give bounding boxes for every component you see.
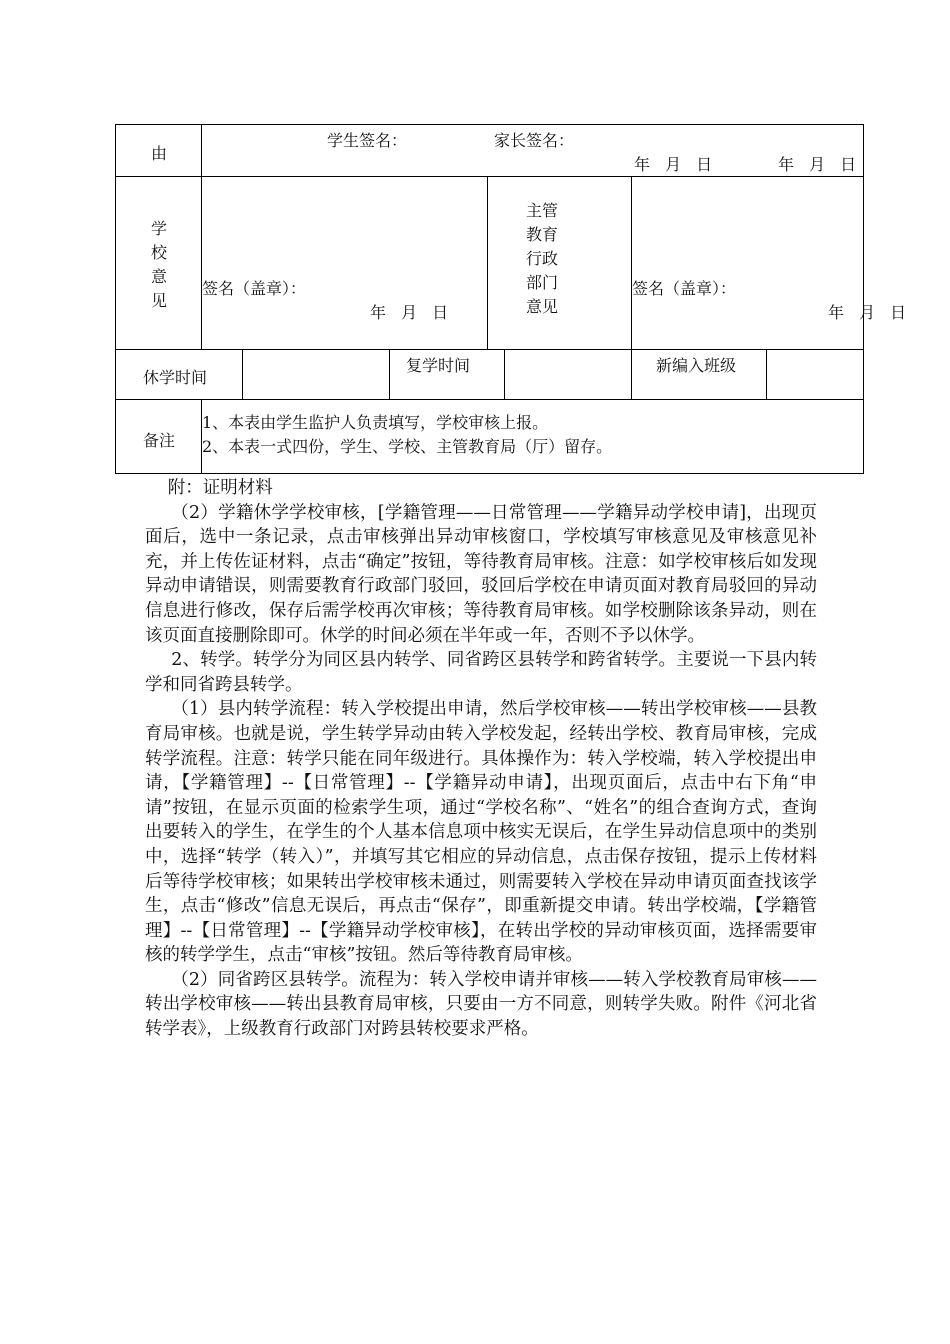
paragraph-3: （1）县内转学流程：转入学校提出申请，然后学校审核——转出学校审核——县教育局审核。也就是说，学生转学异动由转入学校发起，经转出学校、教育局审核，完成转学流程。注意：转学只能在同年级进行。具体操作为：转入学校端，转入学校提出申请，【学籍管理】--【日常管理】--【学籍异动申请】，出现页面后，点击中右下角“申请”按钮，在显示页面的检索学生项，通过“学校名称”、“姓名”的组合查询方式，查询出要转入的学生，在学生的个人基本信息项中核实无误后，在学生异动信息项中的类别中，选择“转学（转入）”，并填写其它相应的异动信息，点击保存按钮，提示上传材料后等待学校审核；如果转出学校审核未通过，则需要转入学校在异动申请页面查找该学生，点击“修改”信息无误后，再点击“保存”，即重新提交申请。转出学校端，【学籍管理】--【日常管理】--【学籍异动学校审核】，在转出学校的异动审核页面，选择需要审核的转学学生，点击“审核”按钮。然后等待教育局审核。: [145, 699, 817, 966]
note-1: 1、本表由学生监护人负责填写，学校审核上报。: [202, 413, 549, 432]
paragraph-2: 2、转学。转学分为同区县内转学、同省跨区县转学和跨省转学。主要说一下县内转学和同省跨县转学。: [145, 650, 817, 695]
paragraph-1: （2）学籍休学学校审核，[学籍管理——日常管理——学籍异动学校申请]，出现页面后，选中一条记录，点击审核弹出异动审核窗口，学校填写审核意见及审核意见补充，并上传佐证材料，点击“确定”按钮，等待教育局审核。注意：如学校审核后如发现异动申请错误，则需要教育行政部门驳回，驳回后学校在申请页面对教育局驳回的异动信息进行修改，保存后需学校再次审核；等待教育局审核。如学校删除该条异动，则在该页面直接删除即可。休学的时间必须在半年或一年，否则不予以休学。: [145, 502, 817, 646]
dept-date: 年 月 日: [828, 303, 907, 322]
parent-date: 年 月 日: [778, 155, 857, 174]
resume-time-label-cell: [390, 350, 505, 400]
opinion-row: [116, 177, 864, 350]
dept-sign-label: 签名（盖章）：: [632, 279, 737, 298]
body-text: [145, 476, 817, 1042]
new-class-label: 新编入班级: [656, 356, 737, 375]
dept-opinion-label-cell: [488, 177, 632, 350]
suspend-time-label-cell: [116, 350, 243, 400]
new-class-value: [767, 350, 864, 400]
reason-row: [116, 125, 864, 177]
parent-signature-label: 家长签名：: [494, 131, 575, 150]
suspend-time-value: [243, 350, 390, 400]
paragraph-4: （2）同省跨区县转学。流程为：转入学校申请并审核——转入学校教育局审核——转出学校审核——转出县教育局审核，只要由一方不同意，则转学失败。附件《河北省转学表》，上级教育行政部门对跨县转校要求严格。: [145, 969, 817, 1040]
attachment-line: 附：证明材料: [167, 478, 273, 498]
school-opinion-label-cell: [116, 177, 202, 350]
student-signature-label: 学生签名：: [327, 131, 408, 150]
suspend-time-label: 休学时间: [143, 368, 208, 387]
resume-time-value: [505, 350, 632, 400]
school-date: 年 月 日: [370, 303, 449, 322]
notes-label-cell: [116, 400, 202, 474]
time-row: [116, 350, 864, 400]
resume-time-label: 复学时间: [406, 356, 471, 375]
reason-label: 由: [151, 144, 168, 163]
class-label-cell: [632, 350, 767, 400]
school-opinion-cell: [202, 177, 488, 350]
reason-label-cell: [116, 125, 202, 177]
notes-content: [202, 411, 612, 459]
school-opinion-label: 学 校 意 见: [151, 219, 168, 310]
notes-label: 备注: [143, 431, 176, 450]
student-date: 年 月 日: [634, 155, 713, 174]
notes-content-cell: [202, 400, 864, 474]
transfer-form-table: [115, 124, 907, 474]
notes-row: [116, 400, 864, 474]
school-sign-label: 签名（盖章）：: [202, 279, 307, 298]
dept-opinion-cell: [632, 177, 907, 350]
signature-cell: [202, 125, 864, 177]
dept-opinion-label: 主管 教育 行政 部门 意见: [526, 201, 559, 316]
note-2: 2、本表一式四份，学生、学校、主管教育局（厅）留存。: [202, 437, 613, 456]
